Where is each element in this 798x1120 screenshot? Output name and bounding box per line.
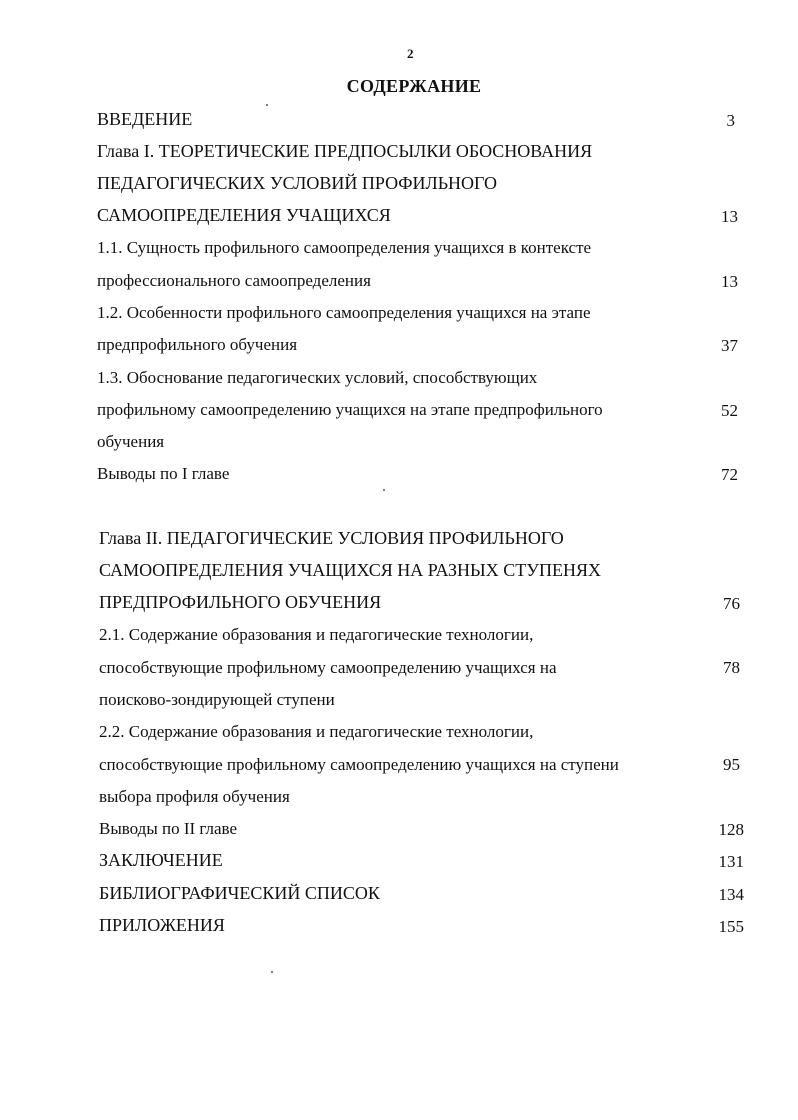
toc-page-number: 76	[723, 594, 740, 613]
toc-page-number: 13	[721, 272, 738, 291]
toc-entry-text: ПРЕДПРОФИЛЬНОГО ОБУЧЕНИЯ	[99, 592, 382, 612]
toc-entry-text: профильному самоопределению учащихся на этапе предпрофильного	[97, 400, 603, 419]
toc-page-number: 131	[718, 852, 744, 871]
toc-page-number: 52	[721, 401, 738, 420]
page-number: 2	[407, 46, 414, 61]
toc-entry-text: 1.1. Сущность профильного самоопределения учащихся в контексте	[97, 238, 592, 257]
toc-entry-text: 2.2. Содержание образования и педагогические технологии,	[99, 722, 534, 741]
toc-page-number: 37	[721, 336, 738, 355]
toc-page-number: 134	[718, 885, 744, 904]
toc-page-number: 128	[718, 820, 744, 839]
scan-speck	[271, 971, 273, 973]
toc-entry-text: ПЕДАГОГИЧЕСКИХ УСЛОВИЙ ПРОФИЛЬНОГО	[97, 173, 498, 193]
toc-entry-text: ПРИЛОЖЕНИЯ	[99, 915, 225, 935]
toc-page-number: 95	[723, 755, 740, 774]
toc-page-number: 13	[721, 207, 738, 226]
toc-entry-text: Выводы по II главе	[99, 819, 238, 838]
toc-entry-text: Глава II. ПЕДАГОГИЧЕСКИЕ УСЛОВИЯ ПРОФИЛЬНОГО	[99, 528, 564, 548]
toc-entry-text: 1.3. Обоснование педагогических условий, способствующих	[97, 368, 538, 387]
toc-entry-text: ЗАКЛЮЧЕНИЕ	[99, 850, 223, 870]
scan-speck	[383, 489, 385, 491]
toc-page-number: 72	[721, 465, 738, 484]
toc-entry-text: 1.2. Особенности профильного самоопределения учащихся на этапе	[97, 303, 591, 322]
toc-entry-text: обучения	[97, 432, 165, 451]
page-title: СОДЕРЖАНИЕ	[346, 76, 482, 96]
scan-speck	[266, 104, 268, 106]
toc-entry-text: САМООПРЕДЕЛЕНИЯ УЧАЩИХСЯ НА РАЗНЫХ СТУПЕНЯХ	[99, 560, 601, 580]
toc-page-number: 155	[718, 917, 744, 936]
toc-entry-text: предпрофильного обучения	[97, 335, 298, 354]
toc-entry-text: 2.1. Содержание образования и педагогические технологии,	[99, 625, 534, 644]
toc-entry-text: способствующие профильному самоопределению учащихся на ступени	[99, 755, 619, 774]
toc-entry-text: БИБЛИОГРАФИЧЕСКИЙ СПИСОК	[99, 883, 380, 903]
toc-page-number: 78	[723, 658, 740, 677]
toc-page-number: 3	[726, 111, 735, 130]
toc-entry-text: Глава I. ТЕОРЕТИЧЕСКИЕ ПРЕДПОСЫЛКИ ОБОСНОВАНИЯ	[97, 141, 593, 161]
toc-entry-text: САМООПРЕДЕЛЕНИЯ УЧАЩИХСЯ	[97, 205, 391, 225]
toc-entry-text: профессионального самоопределения	[97, 271, 371, 290]
toc-entry-text: Выводы по I главе	[97, 464, 230, 483]
toc-entry-text: поисково-зондирующей ступени	[99, 690, 335, 709]
toc-entry-text: ВВЕДЕНИЕ	[97, 109, 193, 129]
toc-entry-text: способствующие профильному самоопределению учащихся на	[99, 658, 557, 677]
toc-entry-text: выбора профиля обучения	[99, 787, 290, 806]
